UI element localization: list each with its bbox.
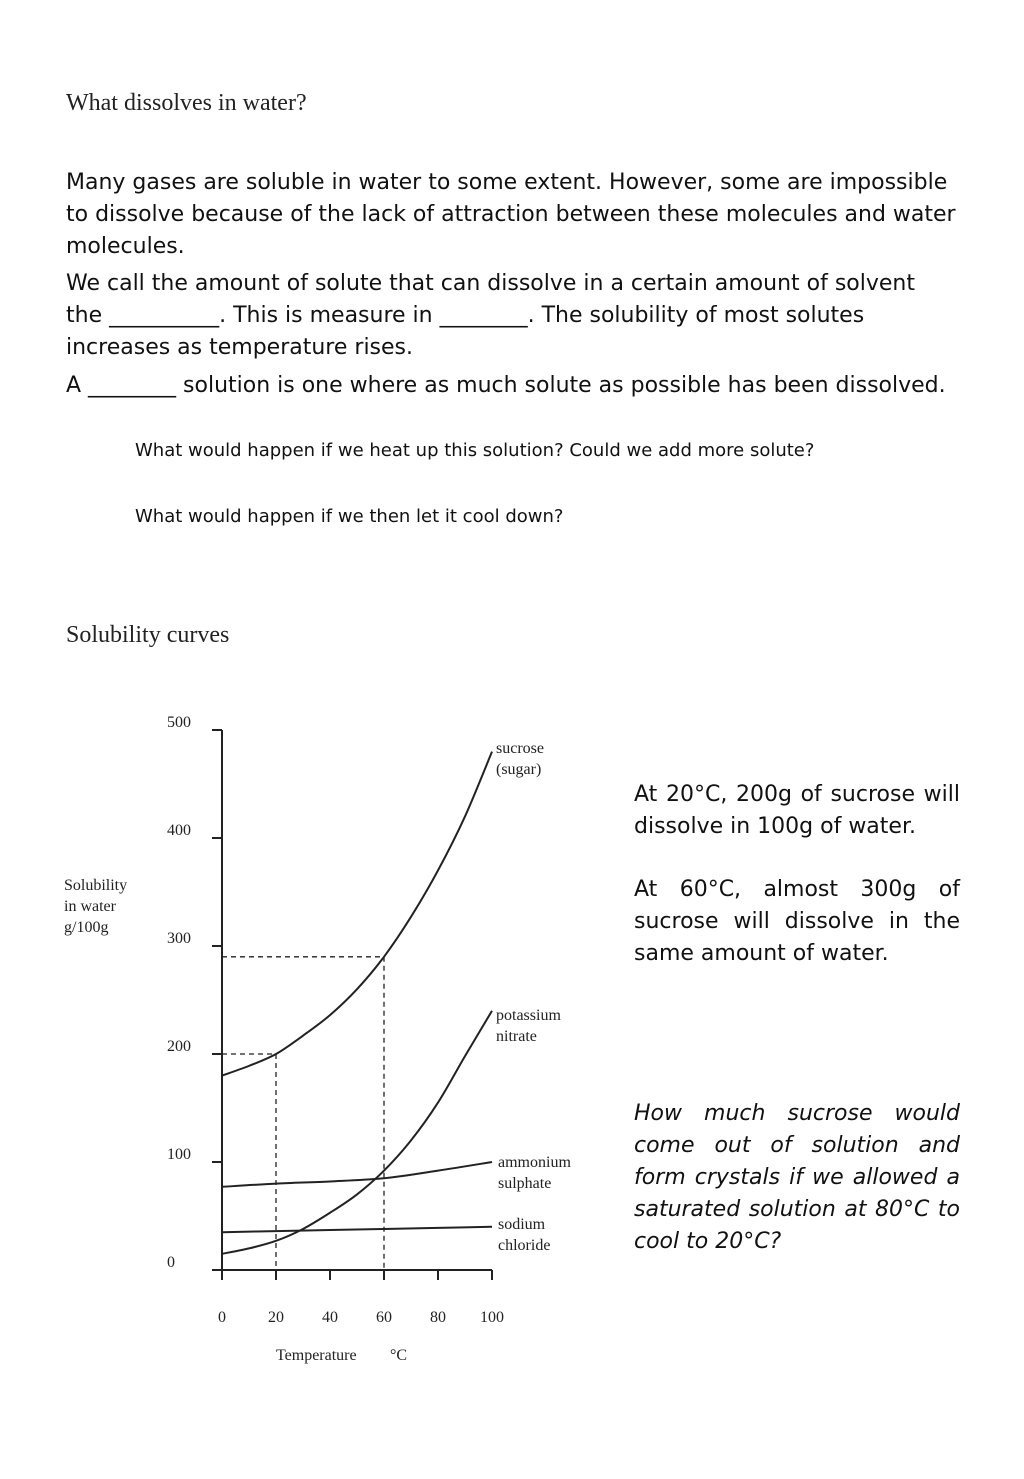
chart-series: [222, 752, 492, 1254]
y-tick-label: 100: [167, 1146, 191, 1163]
series-label: sodium: [498, 1216, 546, 1233]
y-tick-label: 200: [167, 1038, 191, 1055]
y-axis-title-line: g/100g: [64, 919, 109, 936]
saturated-solution-paragraph: A ________ solution is one where as much solute as possible has been dissolved.: [66, 373, 946, 398]
intro-paragraph: Many gases are soluble in water to some extent. However, some are impossible to dissolve because of the lack of attraction between these molecules and water molecules.: [66, 170, 956, 259]
reference-lines: [222, 957, 384, 1270]
series-label: nitrate: [496, 1028, 537, 1045]
y-axis-title-line: in water: [64, 898, 116, 915]
y-axis-title-line: Solubility: [64, 877, 128, 894]
sucrose-20c-note: At 20°C, 200g of sucrose will dissolve in 100g of water.: [634, 782, 960, 839]
series-label: ammonium: [498, 1154, 571, 1171]
sucrose-60c-note: At 60°C, almost 300g of sucrose will dissolve in the same amount of water.: [634, 877, 960, 966]
x-tick-label: 40: [322, 1309, 338, 1326]
y-tick-label: 400: [167, 822, 191, 839]
page-title: What dissolves in water?: [66, 90, 307, 116]
cooling-question: What would happen if we then let it cool down?: [135, 506, 564, 527]
crystallisation-question: How much sucrose would come out of solution and form crystals if we allowed a saturated solution at 80°C to cool to 20°C?: [634, 1101, 960, 1254]
y-tick-label: 300: [167, 930, 191, 947]
solubility-definition-paragraph: We call the amount of solute that can dissolve in a certain amount of solvent the __________. This is measure in ________. The solubility of most solutes increases as temperature rises.: [66, 271, 915, 360]
x-tick-label: 0: [218, 1309, 226, 1326]
heating-question: What would happen if we heat up this solution? Could we add more solute?: [135, 440, 815, 461]
x-axis-unit: °C: [390, 1347, 408, 1364]
series-label: chloride: [498, 1237, 551, 1254]
series-label: sucrose: [496, 740, 544, 757]
section-heading-solubility-curves: Solubility curves: [66, 622, 230, 648]
chart-labels: [64, 714, 571, 1364]
x-tick-label: 20: [268, 1309, 284, 1326]
series-label: (sugar): [496, 761, 542, 778]
series-sucrose: [222, 752, 492, 1076]
y-tick-label: 500: [167, 714, 191, 731]
series-label: potassium: [496, 1007, 561, 1024]
solubility-chart: [0, 690, 600, 1390]
x-tick-label: 60: [376, 1309, 392, 1326]
y-tick-label: 0: [167, 1254, 175, 1271]
series-label: sulphate: [498, 1175, 552, 1192]
series-sodium-chloride: [222, 1227, 492, 1232]
series-ammonium-sulphate: [222, 1162, 492, 1187]
x-tick-label: 100: [480, 1309, 504, 1326]
series-potassium-nitrate: [222, 1011, 492, 1254]
x-tick-label: 80: [430, 1309, 446, 1326]
x-axis-title: Temperature: [276, 1347, 357, 1364]
